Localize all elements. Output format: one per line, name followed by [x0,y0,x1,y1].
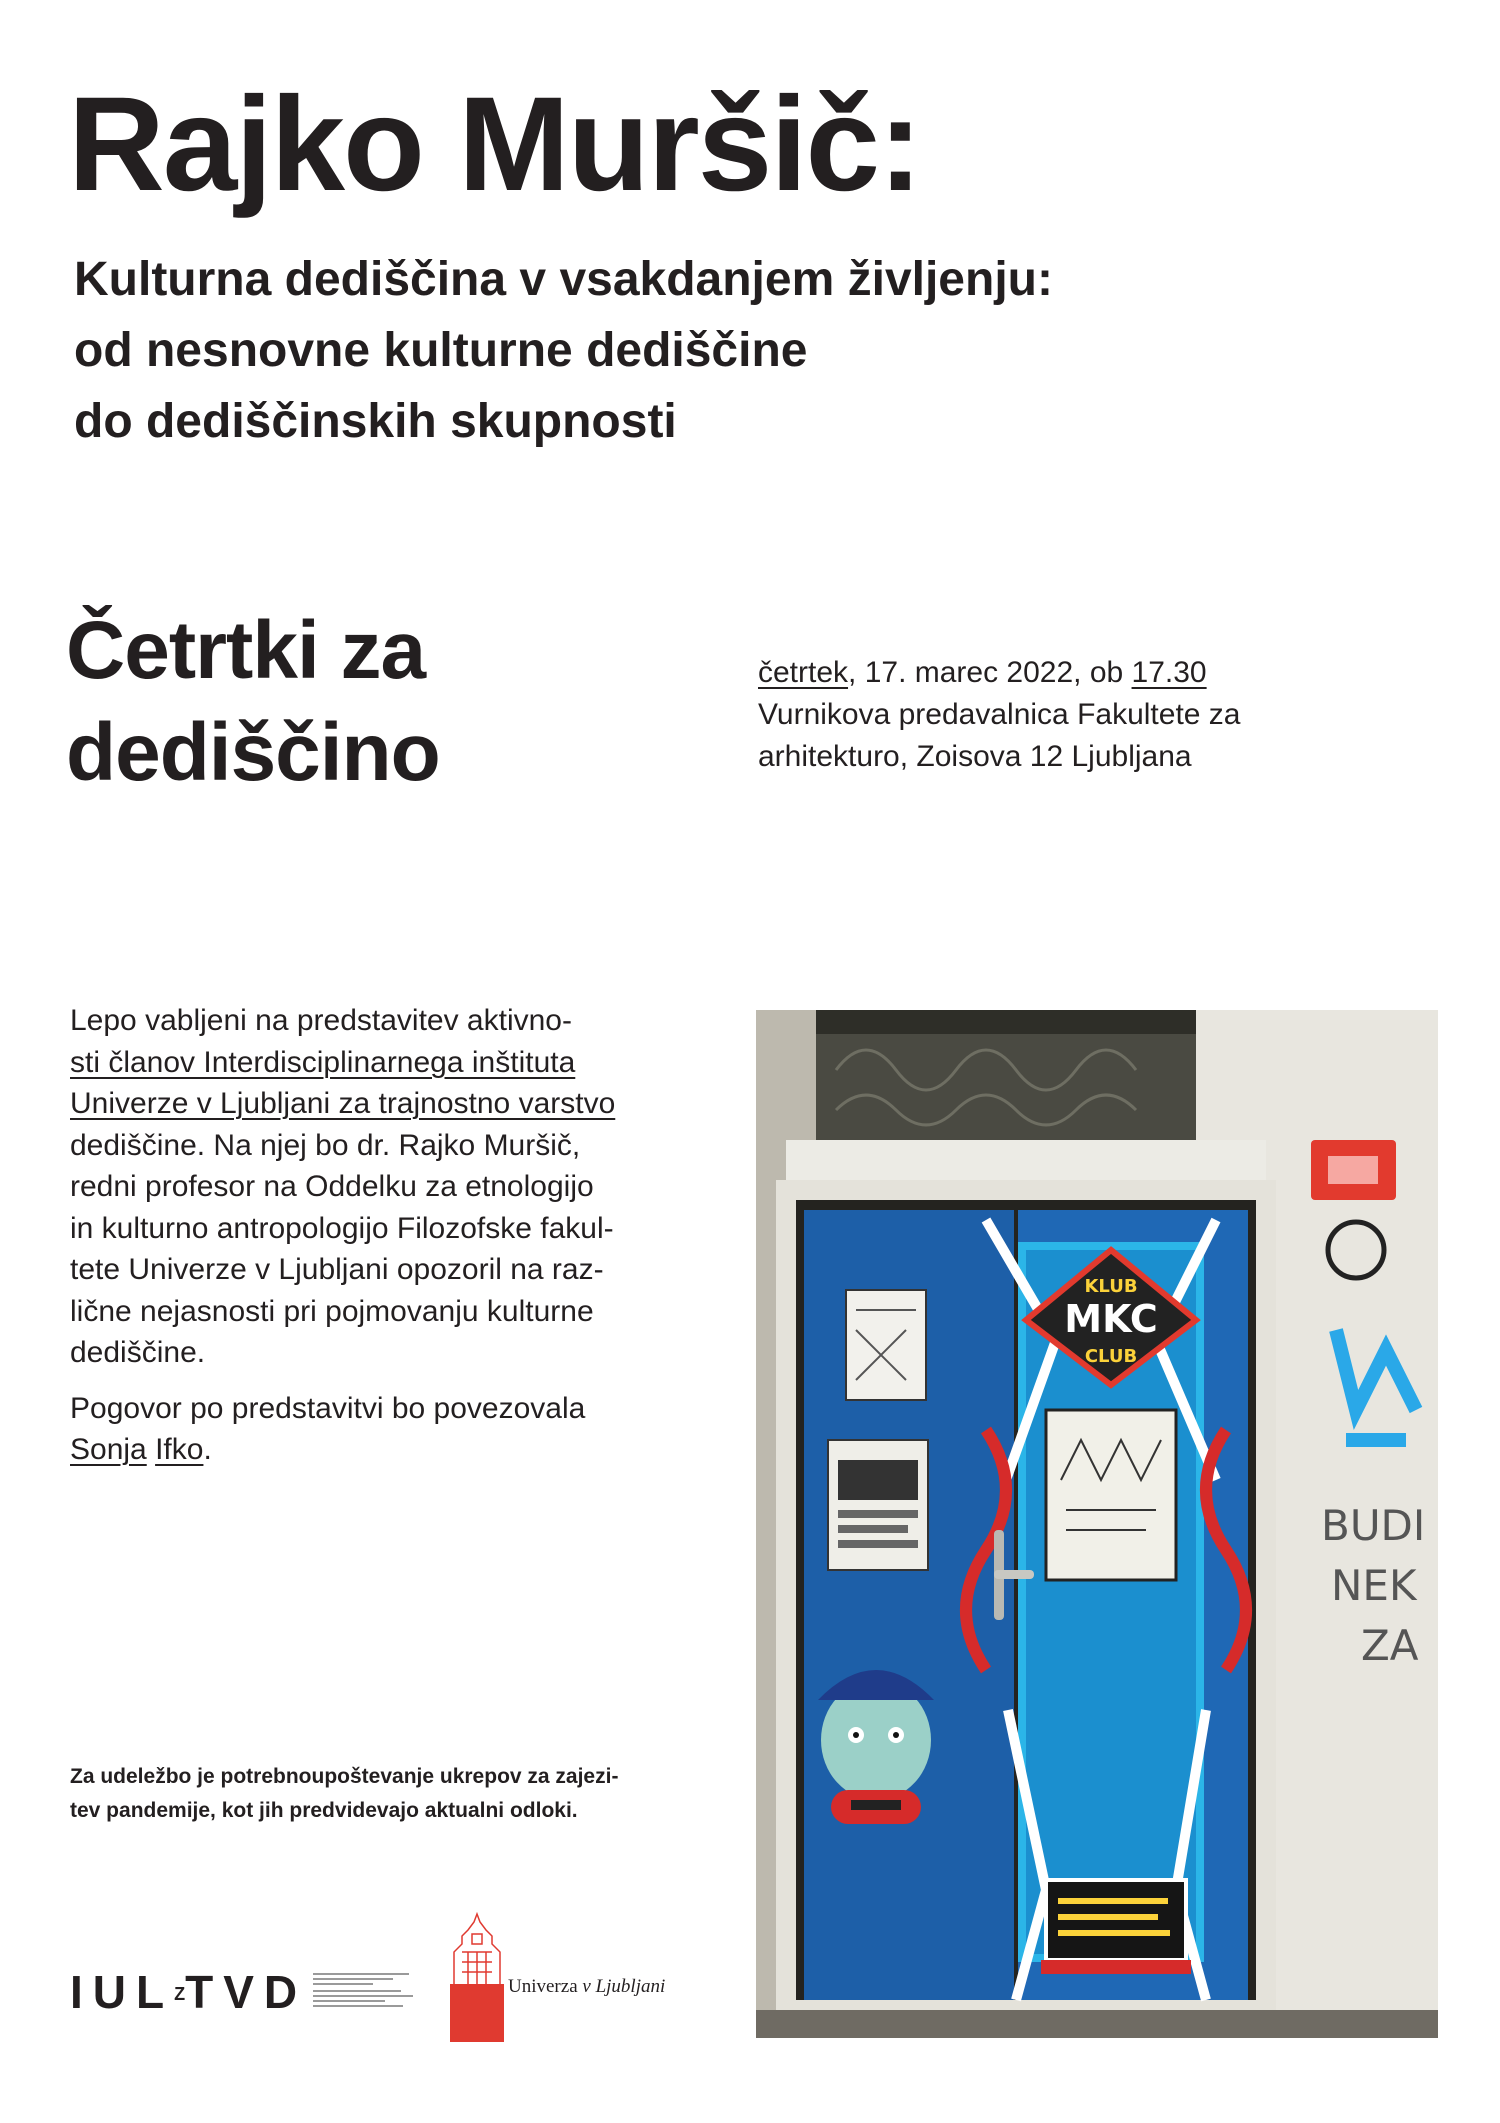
moderator-last-name: Ifko [155,1433,204,1466]
intro-line: Univerze v Ljubljani za trajnostno varstvo [70,1087,616,1120]
intro-line: in kulturno antropologijo Filozofske fakul- [70,1211,614,1245]
intro-paragraph [70,1000,730,1374]
series-line-1: Četrtki za [66,605,426,696]
event-date: , 17. marec 2022, ob [848,656,1132,689]
page-title: Rajko Muršič: [68,70,921,219]
intro-line: dediščine. [70,1336,206,1369]
subtitle-line-1: Kulturna dediščina v vsakdanjem življenju: [74,253,1053,306]
intro-line: lične nejasnosti pri pojmovanju kulturne [70,1294,594,1328]
intro-line: sti članov Interdisciplinarnega inštituta [70,1045,576,1079]
door-photo [756,1010,1438,2038]
intro-line: tete Univerze v Ljubljani opozoril na raz- [70,1253,604,1286]
graffiti-nek: NEK [1331,1561,1417,1610]
ul-wordmark-1: Univerza [508,1976,583,1997]
sticker-club-text: CLUB [1084,1346,1138,1367]
notice-line-2: tev pandemije, kot jih predvidevajo aktualni odloki. [70,1799,578,1822]
iulztvd-logo [70,1962,430,2022]
lecture-subtitle [74,244,1334,457]
tvd-text: TVD [185,1966,308,2018]
moderation-period: . [203,1433,212,1466]
ul-logo [448,1912,708,2042]
graffiti-budi: BUDI [1321,1501,1426,1550]
fineprint-lines [313,1971,423,2011]
sticker-klub-text: KLUB [1084,1276,1138,1297]
subtitle-line-2: od nesnovne kulturne dediščine [74,324,808,377]
series-line-2: dediščino [66,707,440,798]
intro-text [70,1000,730,1485]
intro-line: dediščine. Na njej bo dr. Rajko Muršič, [70,1128,581,1162]
ul-emblem [448,1912,508,2042]
intro-line: redni profesor na Oddelku za etnologijo [70,1170,594,1203]
iulztvd-fineprint-decoration [313,1971,430,2014]
notice-line-1: Za udeležbo je potrebnoupoštevanje ukrepov za zajezi- [70,1765,619,1788]
door-illustration [756,1010,1438,2038]
iul-sub-text: Z [174,1984,186,2004]
subtitle-line-3: do dediščinskih skupnosti [74,395,677,448]
iulztvd-wordmark [70,1965,307,2019]
iul-text: IUL [70,1966,175,2018]
moderation-paragraph [70,1388,730,1471]
event-venue-line-2: arhitekturo, Zoisova 12 Ljubljana [758,740,1192,773]
event-day: četrtek [758,656,849,689]
ul-wordmark-2: v Ljubljani [582,1976,666,1997]
graffiti-za: ZA [1361,1621,1419,1670]
moderation-line: Pogovor po predstavitvi bo povezovala [70,1391,586,1425]
series-name [66,600,666,804]
covid-notice [70,1760,710,1828]
event-venue-line-1: Vurnikova predavalnica Fakultete za [758,698,1241,731]
event-time: 17.30 [1131,656,1207,689]
intro-line: Lepo vabljeni na predstavitev aktivno- [70,1004,572,1037]
ul-wordmark [508,1976,665,1998]
sticker-mkc-text: MKC [1064,1297,1158,1341]
moderator-first-name: Sonja [70,1433,147,1466]
event-datetime [758,652,1398,694]
event-info [758,652,1398,778]
